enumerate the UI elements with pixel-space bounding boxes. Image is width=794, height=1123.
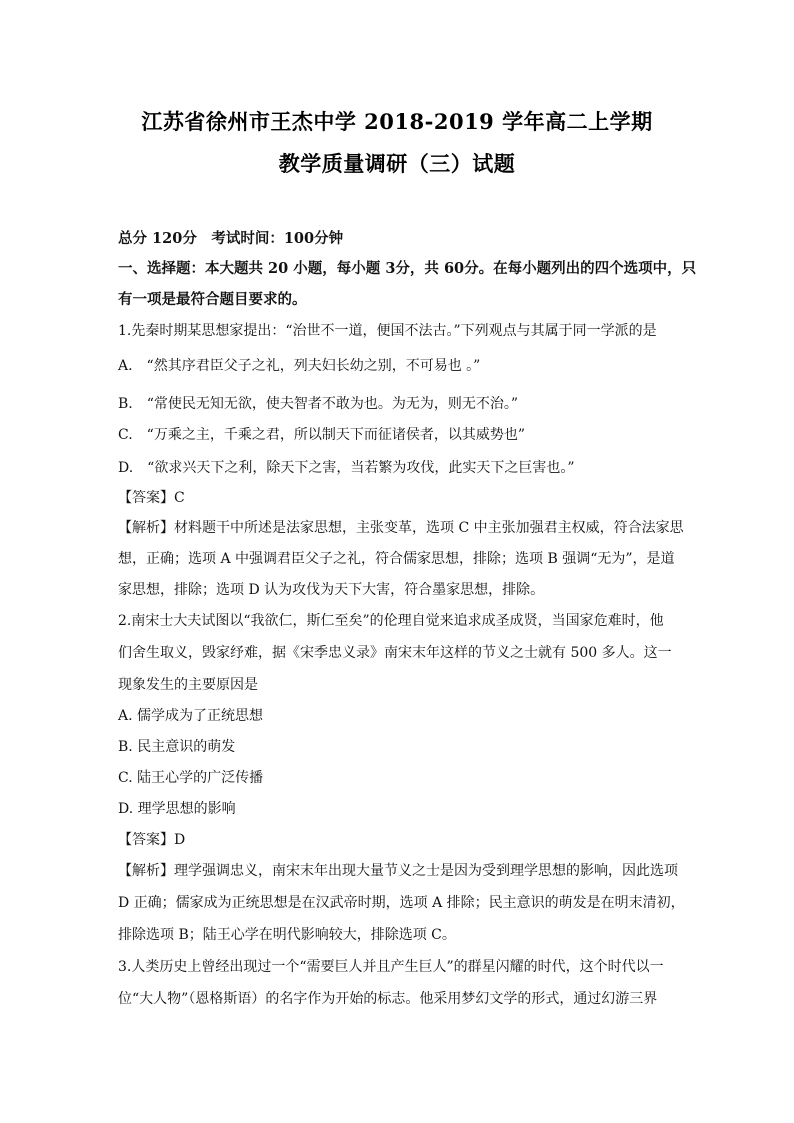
q1-option-a: A. “然其序君臣父子之礼，列夫妇长幼之别，不可易也 。” (118, 358, 481, 374)
q2-analysis-line3: 排除选项 B；陆王心学在明代影响较大，排除选项 C。 (118, 927, 456, 943)
document-title-line1: 江苏省徐州市王杰中学 2018-2019 学年高二上学期 (141, 109, 653, 134)
q2-option-b: B. 民主意识的萌发 (118, 739, 236, 755)
q2-analysis-line2: D 正确；儒家成为正统思想是在汉武帝时期，选项 A 排除；民主意识的萌发是在明末清初， (118, 895, 685, 911)
q3-stem-line2: 位“大人物”（恩格斯语）的名字作为开始的标志。他采用梦幻文学的形式，通过幻游三界 (118, 991, 658, 1007)
q2-option-a: A. 儒学成为了正统思想 (118, 708, 264, 724)
q1-analysis-line2: 想，正确；选项 A 中强调君臣父子之礼，符合儒家思想，排除；选项 B 强调“无为”，是道 (118, 551, 675, 567)
exam-meta: 总分 120分 考试时间：100分钟 (118, 230, 344, 247)
q1-analysis-line1: 【解析】材料题干中所述是法家思想，主张变革，选项 C 中主张加强君主权威，符合法家思 (118, 520, 684, 536)
q1-option-d: D. “欲求兴天下之利，除天下之害，当若繁为攻伐，此实天下之巨害也。” (118, 460, 575, 476)
document-title-line2: 教学质量调研（三）试题 (278, 151, 516, 176)
q2-stem-line1: 2.南宋士大夫试图以“我欲仁，斯仁至矣”的伦理自觉来追求成圣成贤，当国家危难时，他 (118, 613, 664, 629)
q1-option-b: B. “常使民无知无欲，使夫智者不敢为也。为无为，则无不治。” (118, 396, 519, 412)
q1-analysis-line3: 家思想，排除；选项 D 认为攻伐为天下大害，符合墨家思想，排除。 (118, 582, 545, 598)
q3-stem-line1: 3.人类历史上曾经出现过一个“需要巨人并且产生巨人”的群星闪耀的时代，这个时代以一 (118, 959, 664, 975)
q2-option-c: C. 陆王心学的广泛传播 (118, 770, 264, 786)
q2-stem-line2: 们舍生取义，毁家纾难，据《宋季忠义录》南宋末年这样的节义之士就有 500 多人。这一 (118, 645, 672, 661)
q2-stem-line3: 现象发生的主要原因是 (118, 677, 258, 693)
q1-option-c: C. “万乘之主，千乘之君，所以制天下而征诸侯者，以其威势也” (118, 427, 525, 443)
q1-answer: 【答案】C (118, 490, 185, 506)
section-heading-line1: 一、选择题：本大题共 20 小题，每小题 3分，共 60分。在每小题列出的四个选项中，只 (118, 260, 697, 277)
q2-option-d: D. 理学思想的影响 (118, 801, 236, 817)
q2-analysis-line1: 【解析】理学强调忠义，南宋末年出现大量节义之士是因为受到理学思想的影响，因此选项 (118, 863, 678, 879)
q2-answer: 【答案】D (118, 832, 186, 848)
q1-stem: 1.先秦时期某思想家提出：“治世不一道，便国不法古。”下列观点与其属于同一学派的是 (118, 323, 657, 339)
section-heading-line2: 有一项是最符合题目要求的。 (118, 291, 307, 308)
